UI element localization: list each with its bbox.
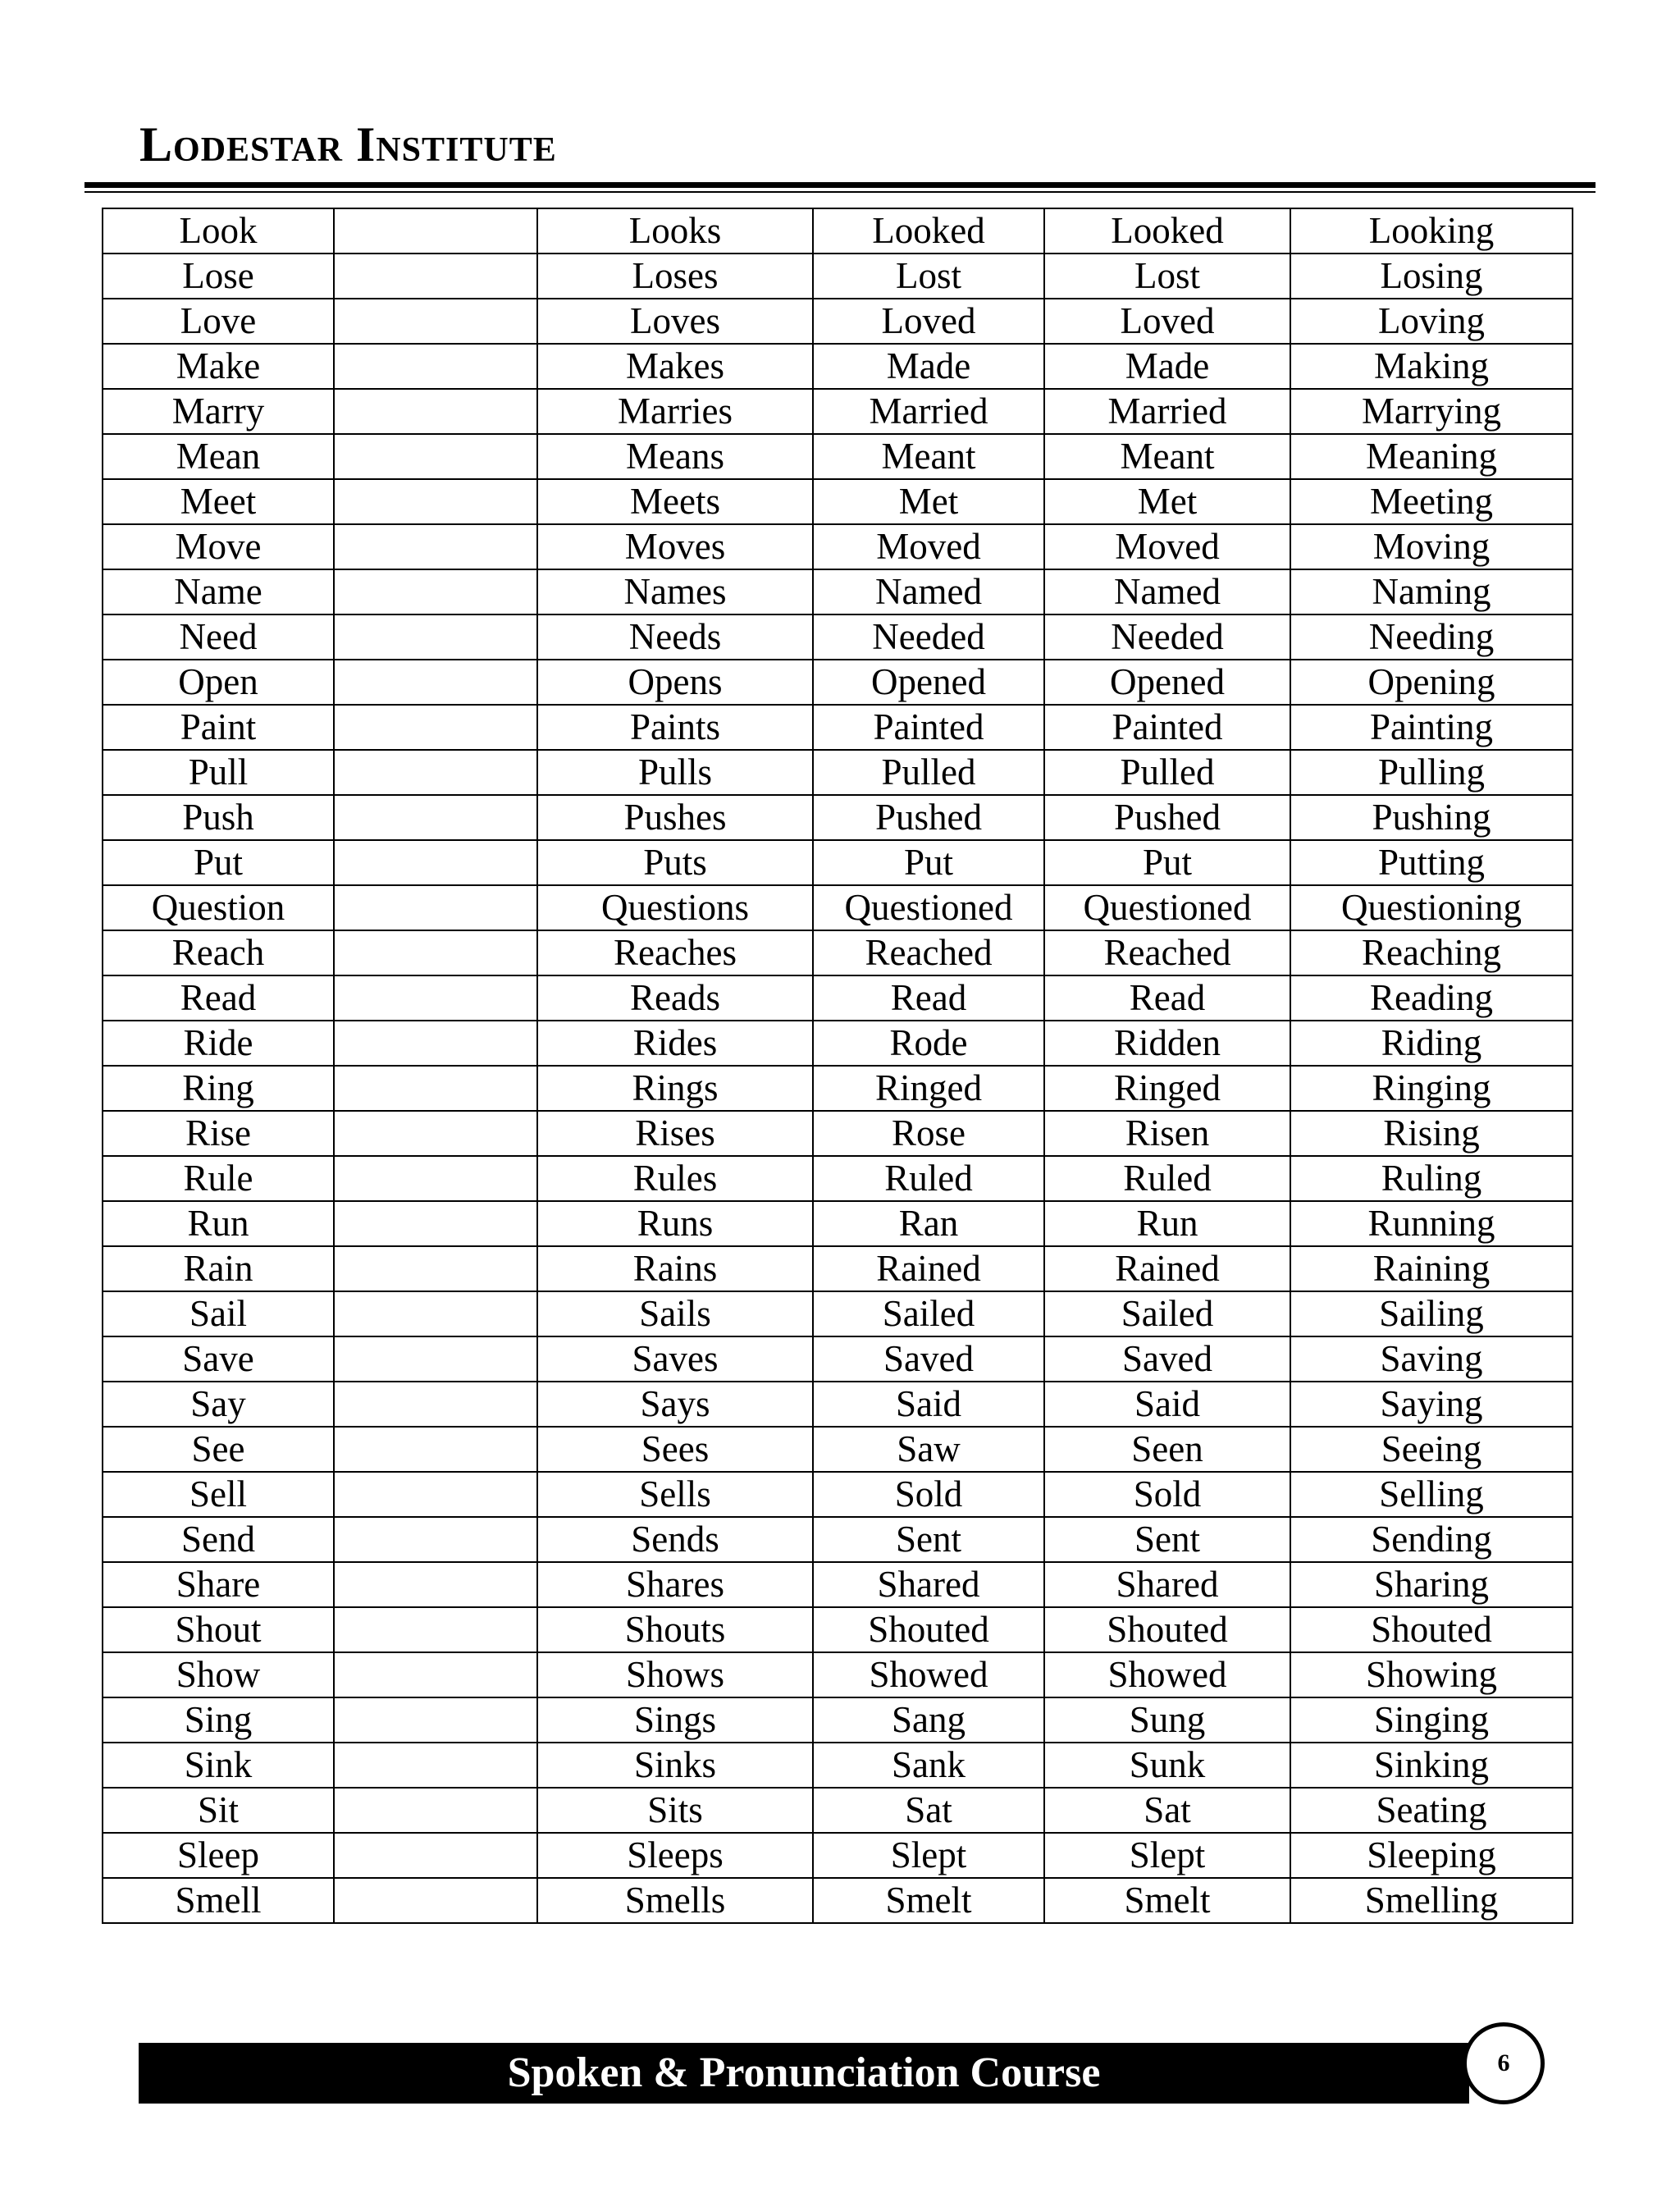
cell-past-participle: Run	[1044, 1201, 1290, 1246]
cell-past-tense: Saw	[813, 1427, 1044, 1472]
cell-past-tense: Sent	[813, 1517, 1044, 1562]
cell-present-participle: Sailing	[1290, 1291, 1573, 1336]
cell-past-tense: Loved	[813, 299, 1044, 344]
table-row	[103, 750, 1573, 795]
cell-past-tense: Slept	[813, 1833, 1044, 1878]
cell-past-participle: Ruled	[1044, 1156, 1290, 1201]
cell-past-tense: Looked	[813, 208, 1044, 254]
cell-third-person: Puts	[537, 840, 813, 885]
cell-past-participle: Sold	[1044, 1472, 1290, 1517]
cell-base-form: Open	[103, 660, 334, 705]
cell-blank	[334, 1246, 537, 1291]
cell-past-participle: Needed	[1044, 614, 1290, 660]
verb-forms-table	[102, 208, 1573, 1924]
cell-past-tense: Ran	[813, 1201, 1044, 1246]
cell-third-person: Sleeps	[537, 1833, 813, 1878]
table-row	[103, 1201, 1573, 1246]
cell-blank	[334, 1562, 537, 1607]
cell-past-tense: Reached	[813, 930, 1044, 975]
cell-present-participle: Singing	[1290, 1697, 1573, 1743]
cell-base-form: Mean	[103, 434, 334, 479]
cell-blank	[334, 434, 537, 479]
cell-past-tense: Opened	[813, 660, 1044, 705]
header-divider-thick	[84, 182, 1596, 188]
cell-blank	[334, 1111, 537, 1156]
header-divider-thin	[84, 191, 1596, 193]
cell-past-participle: Pushed	[1044, 795, 1290, 840]
cell-base-form: Save	[103, 1336, 334, 1382]
cell-base-form: Sail	[103, 1291, 334, 1336]
cell-third-person: Opens	[537, 660, 813, 705]
table-row	[103, 1788, 1573, 1833]
cell-base-form: Rain	[103, 1246, 334, 1291]
cell-past-participle: Smelt	[1044, 1878, 1290, 1923]
table-row	[103, 1697, 1573, 1743]
cell-past-participle: Said	[1044, 1382, 1290, 1427]
cell-third-person: Runs	[537, 1201, 813, 1246]
cell-blank	[334, 1788, 537, 1833]
cell-blank	[334, 705, 537, 750]
table-row	[103, 1607, 1573, 1652]
cell-blank	[334, 1291, 537, 1336]
cell-past-tense: Pulled	[813, 750, 1044, 795]
cell-base-form: Love	[103, 299, 334, 344]
cell-base-form: Ring	[103, 1066, 334, 1111]
cell-past-participle: Met	[1044, 479, 1290, 524]
cell-third-person: Sails	[537, 1291, 813, 1336]
cell-past-participle: Pulled	[1044, 750, 1290, 795]
cell-blank	[334, 1066, 537, 1111]
cell-blank	[334, 389, 537, 434]
table-row	[103, 1743, 1573, 1788]
cell-past-tense: Rained	[813, 1246, 1044, 1291]
cell-blank	[334, 840, 537, 885]
cell-past-participle: Reached	[1044, 930, 1290, 975]
cell-present-participle: Loving	[1290, 299, 1573, 344]
cell-base-form: Sell	[103, 1472, 334, 1517]
cell-present-participle: Sharing	[1290, 1562, 1573, 1607]
cell-past-participle: Made	[1044, 344, 1290, 389]
cell-blank	[334, 344, 537, 389]
cell-base-form: Question	[103, 885, 334, 930]
cell-past-tense: Ruled	[813, 1156, 1044, 1201]
table-row	[103, 705, 1573, 750]
table-row	[103, 1246, 1573, 1291]
cell-past-tense: Saved	[813, 1336, 1044, 1382]
cell-past-participle: Put	[1044, 840, 1290, 885]
cell-present-participle: Seeing	[1290, 1427, 1573, 1472]
cell-past-participle: Ridden	[1044, 1021, 1290, 1066]
cell-blank	[334, 1201, 537, 1246]
cell-base-form: Rise	[103, 1111, 334, 1156]
cell-third-person: Makes	[537, 344, 813, 389]
table-row	[103, 1833, 1573, 1878]
cell-blank	[334, 1472, 537, 1517]
cell-third-person: Shouts	[537, 1607, 813, 1652]
cell-third-person: Paints	[537, 705, 813, 750]
cell-base-form: Smell	[103, 1878, 334, 1923]
cell-base-form: Share	[103, 1562, 334, 1607]
cell-base-form: Pull	[103, 750, 334, 795]
cell-third-person: Reaches	[537, 930, 813, 975]
cell-past-tense: Questioned	[813, 885, 1044, 930]
cell-present-participle: Saving	[1290, 1336, 1573, 1382]
cell-past-participle: Shouted	[1044, 1607, 1290, 1652]
cell-base-form: Sink	[103, 1743, 334, 1788]
cell-third-person: Saves	[537, 1336, 813, 1382]
table-row	[103, 614, 1573, 660]
cell-past-tense: Lost	[813, 254, 1044, 299]
cell-past-tense: Sang	[813, 1697, 1044, 1743]
cell-past-participle: Showed	[1044, 1652, 1290, 1697]
cell-blank	[334, 1156, 537, 1201]
table-row	[103, 1382, 1573, 1427]
cell-base-form: See	[103, 1427, 334, 1472]
cell-blank	[334, 1833, 537, 1878]
cell-blank	[334, 795, 537, 840]
cell-past-tense: Sailed	[813, 1291, 1044, 1336]
cell-blank	[334, 479, 537, 524]
cell-base-form: Ride	[103, 1021, 334, 1066]
cell-present-participle: Opening	[1290, 660, 1573, 705]
cell-present-participle: Sleeping	[1290, 1833, 1573, 1878]
cell-present-participle: Ruling	[1290, 1156, 1573, 1201]
cell-present-participle: Saying	[1290, 1382, 1573, 1427]
cell-blank	[334, 885, 537, 930]
cell-third-person: Rides	[537, 1021, 813, 1066]
cell-present-participle: Riding	[1290, 1021, 1573, 1066]
cell-third-person: Sits	[537, 1788, 813, 1833]
cell-third-person: Smells	[537, 1878, 813, 1923]
cell-blank	[334, 1021, 537, 1066]
table-row	[103, 389, 1573, 434]
table-row	[103, 1291, 1573, 1336]
cell-third-person: Meets	[537, 479, 813, 524]
cell-base-form: Put	[103, 840, 334, 885]
cell-past-participle: Sunk	[1044, 1743, 1290, 1788]
cell-past-participle: Questioned	[1044, 885, 1290, 930]
table-row	[103, 1111, 1573, 1156]
cell-past-tense: Made	[813, 344, 1044, 389]
cell-present-participle: Seating	[1290, 1788, 1573, 1833]
cell-past-participle: Looked	[1044, 208, 1290, 254]
cell-present-participle: Moving	[1290, 524, 1573, 569]
table-row	[103, 299, 1573, 344]
cell-past-participle: Seen	[1044, 1427, 1290, 1472]
cell-present-participle: Looking	[1290, 208, 1573, 254]
cell-past-tense: Put	[813, 840, 1044, 885]
cell-past-tense: Ringed	[813, 1066, 1044, 1111]
table-row	[103, 1156, 1573, 1201]
cell-present-participle: Pushing	[1290, 795, 1573, 840]
cell-blank	[334, 614, 537, 660]
cell-third-person: Reads	[537, 975, 813, 1021]
cell-blank	[334, 299, 537, 344]
cell-past-participle: Ringed	[1044, 1066, 1290, 1111]
cell-past-tense: Met	[813, 479, 1044, 524]
cell-blank	[334, 1382, 537, 1427]
cell-third-person: Sees	[537, 1427, 813, 1472]
cell-past-participle: Read	[1044, 975, 1290, 1021]
cell-third-person: Moves	[537, 524, 813, 569]
cell-present-participle: Questioning	[1290, 885, 1573, 930]
cell-blank	[334, 1697, 537, 1743]
table-row	[103, 930, 1573, 975]
cell-past-tense: Named	[813, 569, 1044, 614]
cell-third-person: Rings	[537, 1066, 813, 1111]
cell-past-participle: Loved	[1044, 299, 1290, 344]
cell-blank	[334, 254, 537, 299]
cell-third-person: Rains	[537, 1246, 813, 1291]
cell-past-tense: Shouted	[813, 1607, 1044, 1652]
cell-blank	[334, 1878, 537, 1923]
table-row	[103, 1562, 1573, 1607]
cell-present-participle: Smelling	[1290, 1878, 1573, 1923]
cell-base-form: Show	[103, 1652, 334, 1697]
cell-third-person: Means	[537, 434, 813, 479]
cell-base-form: Sleep	[103, 1833, 334, 1878]
cell-base-form: Paint	[103, 705, 334, 750]
cell-base-form: Sit	[103, 1788, 334, 1833]
cell-blank	[334, 1607, 537, 1652]
cell-past-participle: Shared	[1044, 1562, 1290, 1607]
cell-past-tense: Married	[813, 389, 1044, 434]
cell-present-participle: Needing	[1290, 614, 1573, 660]
cell-past-participle: Married	[1044, 389, 1290, 434]
cell-past-participle: Meant	[1044, 434, 1290, 479]
table-row	[103, 1472, 1573, 1517]
cell-present-participle: Running	[1290, 1201, 1573, 1246]
cell-past-tense: Shared	[813, 1562, 1044, 1607]
cell-present-participle: Shouted	[1290, 1607, 1573, 1652]
table-row	[103, 1517, 1573, 1562]
cell-base-form: Move	[103, 524, 334, 569]
cell-base-form: Meet	[103, 479, 334, 524]
table-row	[103, 1652, 1573, 1697]
verb-table-body	[103, 208, 1573, 1923]
cell-third-person: Marries	[537, 389, 813, 434]
cell-present-participle: Marrying	[1290, 389, 1573, 434]
cell-present-participle: Rising	[1290, 1111, 1573, 1156]
table-row	[103, 795, 1573, 840]
cell-blank	[334, 1743, 537, 1788]
cell-present-participle: Meaning	[1290, 434, 1573, 479]
table-row	[103, 1427, 1573, 1472]
cell-past-participle: Risen	[1044, 1111, 1290, 1156]
cell-blank	[334, 1652, 537, 1697]
cell-present-participle: Losing	[1290, 254, 1573, 299]
table-row	[103, 840, 1573, 885]
cell-present-participle: Reading	[1290, 975, 1573, 1021]
cell-past-participle: Slept	[1044, 1833, 1290, 1878]
cell-present-participle: Raining	[1290, 1246, 1573, 1291]
cell-third-person: Sinks	[537, 1743, 813, 1788]
table-row	[103, 660, 1573, 705]
cell-past-participle: Moved	[1044, 524, 1290, 569]
cell-blank	[334, 750, 537, 795]
cell-base-form: Rule	[103, 1156, 334, 1201]
cell-third-person: Shares	[537, 1562, 813, 1607]
cell-past-participle: Sent	[1044, 1517, 1290, 1562]
cell-base-form: Run	[103, 1201, 334, 1246]
cell-present-participle: Painting	[1290, 705, 1573, 750]
cell-base-form: Shout	[103, 1607, 334, 1652]
cell-base-form: Lose	[103, 254, 334, 299]
cell-base-form: Look	[103, 208, 334, 254]
cell-third-person: Loses	[537, 254, 813, 299]
cell-blank	[334, 930, 537, 975]
cell-past-tense: Sold	[813, 1472, 1044, 1517]
cell-third-person: Questions	[537, 885, 813, 930]
cell-third-person: Pushes	[537, 795, 813, 840]
table-row	[103, 1066, 1573, 1111]
cell-past-tense: Sank	[813, 1743, 1044, 1788]
cell-third-person: Needs	[537, 614, 813, 660]
cell-past-tense: Painted	[813, 705, 1044, 750]
table-row	[103, 1021, 1573, 1066]
cell-blank	[334, 660, 537, 705]
cell-blank	[334, 975, 537, 1021]
cell-base-form: Need	[103, 614, 334, 660]
cell-present-participle: Reaching	[1290, 930, 1573, 975]
table-row	[103, 975, 1573, 1021]
cell-base-form: Read	[103, 975, 334, 1021]
table-row	[103, 569, 1573, 614]
cell-third-person: Names	[537, 569, 813, 614]
cell-past-tense: Meant	[813, 434, 1044, 479]
cell-third-person: Rises	[537, 1111, 813, 1156]
cell-present-participle: Putting	[1290, 840, 1573, 885]
cell-past-participle: Saved	[1044, 1336, 1290, 1382]
cell-past-participle: Opened	[1044, 660, 1290, 705]
cell-past-participle: Painted	[1044, 705, 1290, 750]
cell-present-participle: Sinking	[1290, 1743, 1573, 1788]
table-row	[103, 344, 1573, 389]
cell-third-person: Shows	[537, 1652, 813, 1697]
cell-past-participle: Sung	[1044, 1697, 1290, 1743]
table-row	[103, 524, 1573, 569]
cell-present-participle: Naming	[1290, 569, 1573, 614]
table-row	[103, 254, 1573, 299]
cell-third-person: Looks	[537, 208, 813, 254]
cell-present-participle: Ringing	[1290, 1066, 1573, 1111]
cell-past-tense: Moved	[813, 524, 1044, 569]
cell-third-person: Rules	[537, 1156, 813, 1201]
cell-base-form: Sing	[103, 1697, 334, 1743]
table-row	[103, 434, 1573, 479]
cell-base-form: Reach	[103, 930, 334, 975]
cell-present-participle: Meeting	[1290, 479, 1573, 524]
table-row	[103, 885, 1573, 930]
cell-past-tense: Needed	[813, 614, 1044, 660]
table-row	[103, 479, 1573, 524]
cell-past-tense: Rode	[813, 1021, 1044, 1066]
cell-base-form: Make	[103, 344, 334, 389]
cell-present-participle: Making	[1290, 344, 1573, 389]
footer-course-title: Spoken & Pronunciation Course	[139, 2043, 1469, 2104]
cell-base-form: Say	[103, 1382, 334, 1427]
cell-past-participle: Sat	[1044, 1788, 1290, 1833]
table-row	[103, 1878, 1573, 1923]
cell-blank	[334, 1336, 537, 1382]
table-row	[103, 208, 1573, 254]
cell-base-form: Marry	[103, 389, 334, 434]
cell-base-form: Send	[103, 1517, 334, 1562]
cell-blank	[334, 524, 537, 569]
cell-blank	[334, 208, 537, 254]
cell-past-tense: Pushed	[813, 795, 1044, 840]
cell-third-person: Loves	[537, 299, 813, 344]
page-number: 6	[1463, 2022, 1545, 2104]
table-row	[103, 1336, 1573, 1382]
cell-past-tense: Read	[813, 975, 1044, 1021]
cell-third-person: Pulls	[537, 750, 813, 795]
cell-base-form: Push	[103, 795, 334, 840]
cell-past-tense: Sat	[813, 1788, 1044, 1833]
cell-present-participle: Sending	[1290, 1517, 1573, 1562]
cell-present-participle: Pulling	[1290, 750, 1573, 795]
cell-third-person: Sends	[537, 1517, 813, 1562]
cell-third-person: Sings	[537, 1697, 813, 1743]
cell-past-participle: Rained	[1044, 1246, 1290, 1291]
page-header-title: Lodestar Institute	[139, 117, 557, 171]
cell-present-participle: Showing	[1290, 1652, 1573, 1697]
cell-blank	[334, 1517, 537, 1562]
cell-base-form: Name	[103, 569, 334, 614]
cell-third-person: Sells	[537, 1472, 813, 1517]
cell-past-participle: Lost	[1044, 254, 1290, 299]
cell-past-tense: Showed	[813, 1652, 1044, 1697]
cell-blank	[334, 569, 537, 614]
cell-past-participle: Named	[1044, 569, 1290, 614]
cell-past-tense: Said	[813, 1382, 1044, 1427]
cell-past-participle: Sailed	[1044, 1291, 1290, 1336]
cell-third-person: Says	[537, 1382, 813, 1427]
cell-past-tense: Smelt	[813, 1878, 1044, 1923]
cell-past-tense: Rose	[813, 1111, 1044, 1156]
cell-blank	[334, 1427, 537, 1472]
cell-present-participle: Selling	[1290, 1472, 1573, 1517]
